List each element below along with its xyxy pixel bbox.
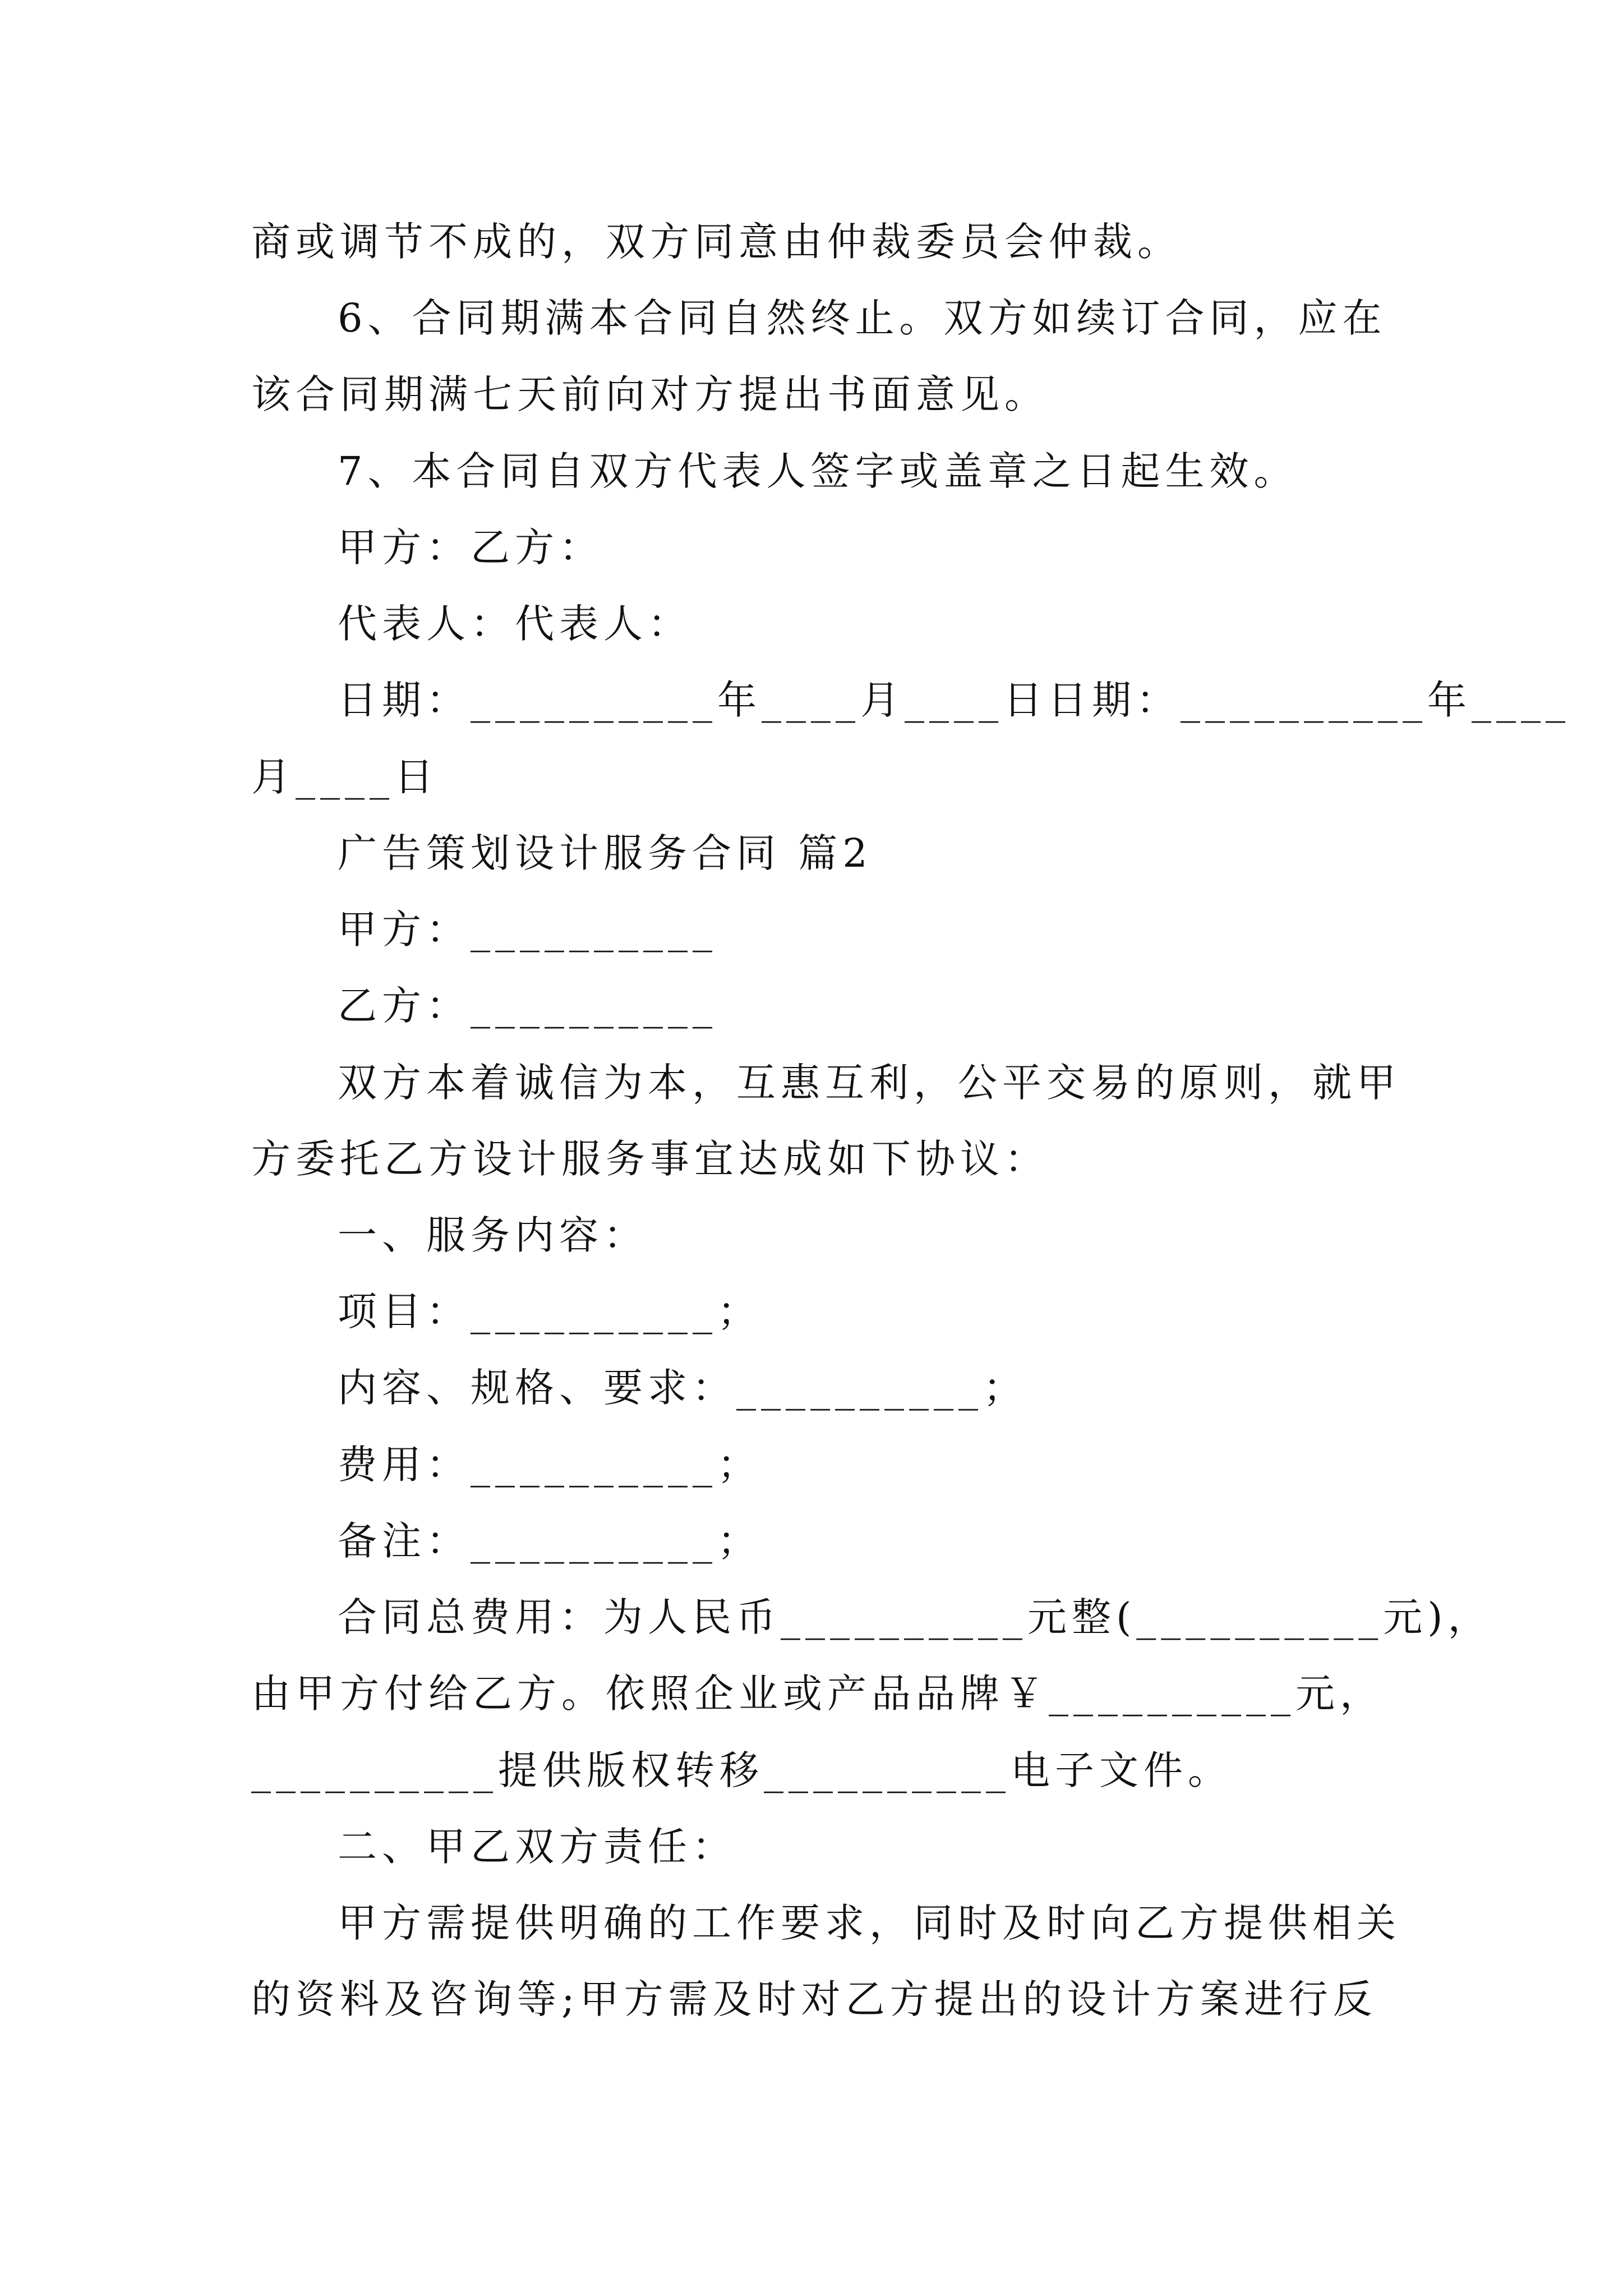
paragraph-line: 该合同期满七天前向对方提出书面意见。 <box>251 371 1049 417</box>
signature-representative-line: 代表人：代表人： <box>338 601 692 647</box>
paragraph-line: 商或调节不成的，双方同意由仲裁委员会仲裁。 <box>251 219 1182 265</box>
section-heading: 一、服务内容： <box>338 1212 648 1258</box>
paragraph-line: 6、合同期满本合同自然终止。双方如续订合同，应在 <box>338 295 1387 341</box>
paragraph-line: 合同总费用：为人民币__________元整(__________元)， <box>338 1594 1492 1640</box>
paragraph-line: 的资料及咨询等;甲方需及时对乙方提出的设计方案进行反 <box>251 1976 1377 2022</box>
paragraph-line: 甲方需提供明确的工作要求，同时及时向乙方提供相关 <box>338 1900 1401 1946</box>
paragraph-line: 双方本着诚信为本，互惠互利，公平交易的原则，就甲 <box>338 1060 1401 1106</box>
signature-date-line: 日期：__________年____月____日日期：__________年____ <box>338 677 1570 723</box>
party-b-field: 乙方：__________ <box>338 983 717 1029</box>
signature-party-line: 甲方：乙方： <box>338 524 603 570</box>
paragraph-line: 由甲方付给乙方。依照企业或产品品牌￥__________元， <box>251 1671 1384 1717</box>
paragraph-line: 7、本合同自双方代表人签字或盖章之日起生效。 <box>338 448 1298 494</box>
item-field: 内容、规格、要求：__________； <box>338 1365 1027 1411</box>
paragraph-line: 方委托乙方设计服务事宜达成如下协议： <box>251 1136 1049 1182</box>
paragraph-line: __________提供版权转移__________电子文件。 <box>251 1747 1232 1793</box>
section-heading: 二、甲乙双方责任： <box>338 1824 736 1870</box>
section-title: 广告策划设计服务合同 篇2 <box>338 830 873 876</box>
party-a-field: 甲方：__________ <box>338 907 717 953</box>
item-field: 费用：__________； <box>338 1442 762 1488</box>
signature-date-line: 月____日 <box>251 754 439 800</box>
item-field: 项目：__________； <box>338 1289 762 1335</box>
item-field: 备注：__________； <box>338 1518 762 1564</box>
